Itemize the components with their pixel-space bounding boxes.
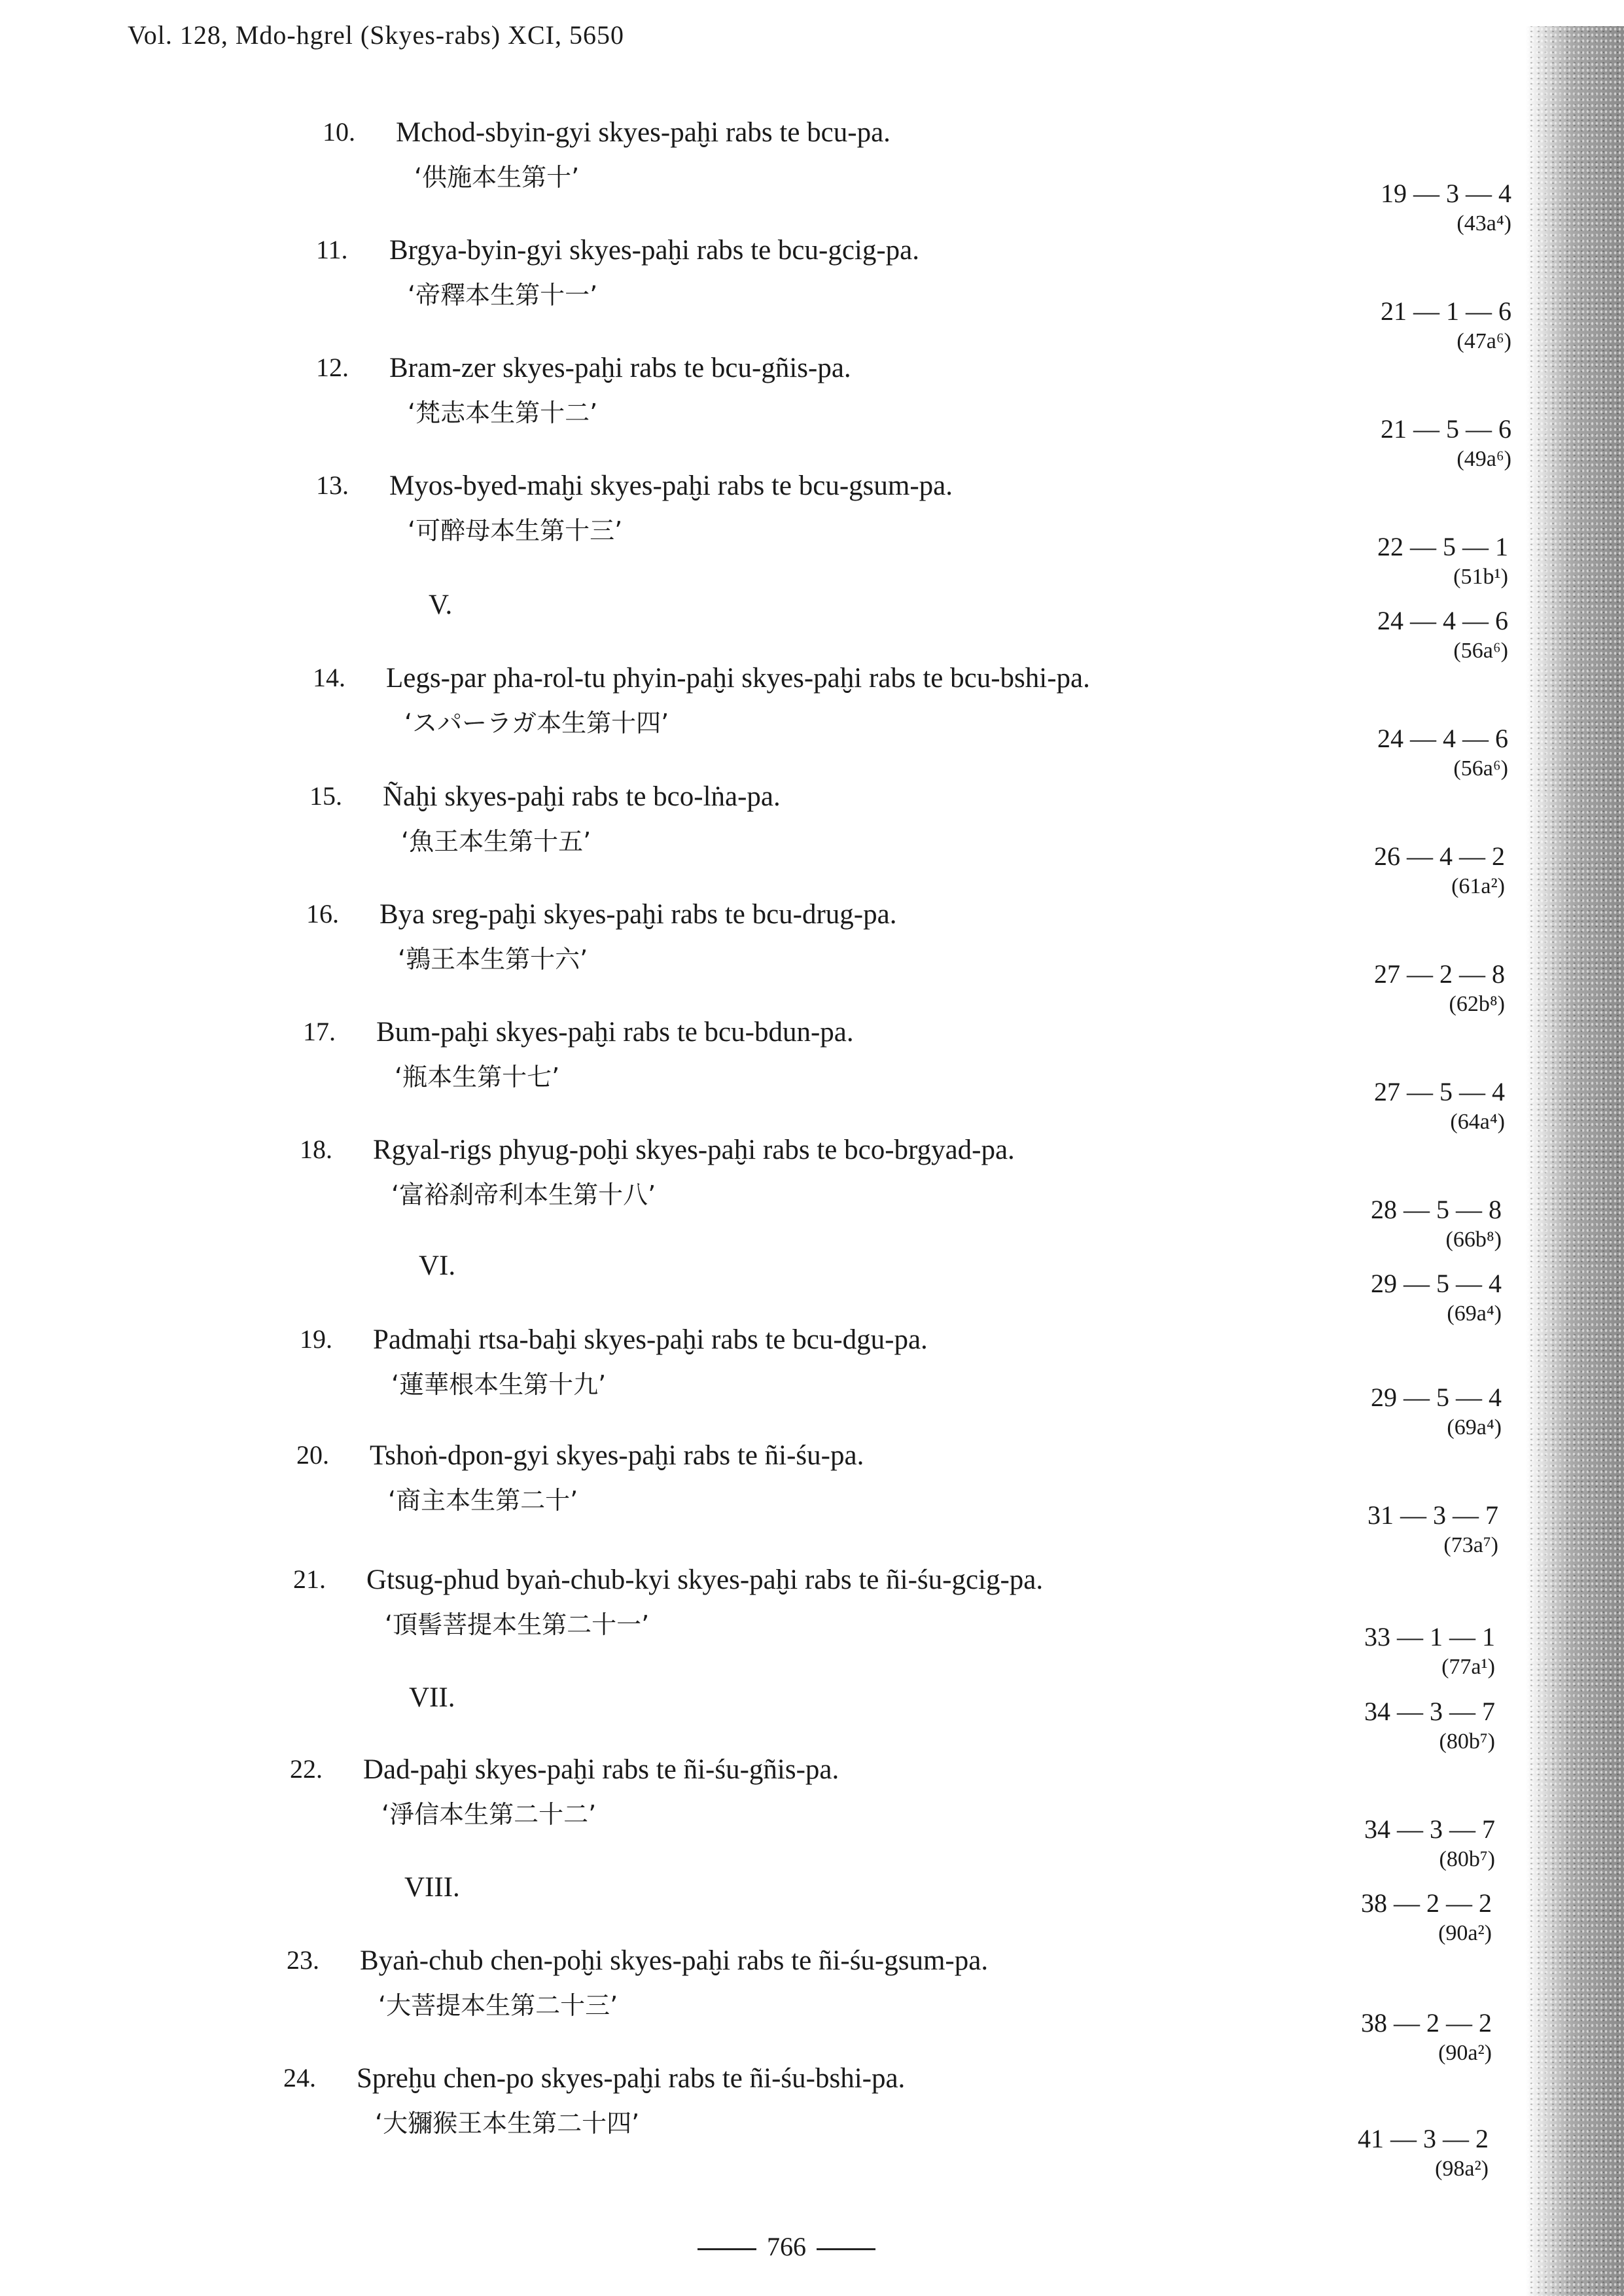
entry-title: Myos-byed-maḫi skyes-paḫi rabs te bcu-gsum-pa.: [389, 470, 953, 501]
entry-chinese-title: ‘大菩提本生第二十三’: [378, 1991, 618, 2020]
ref-41-3-2: [1253, 2123, 1489, 2181]
ref-folio: (73a⁷): [1443, 1533, 1498, 1557]
entry-title: Spreḫu chen-po skyes-paḫi rabs te ñi-śu-bshi-pa.: [357, 2063, 906, 2094]
entry-title: Byaṅ-chub chen-poḫi skyes-paḫi rabs te ñi-śu-gsum-pa.: [360, 1945, 989, 1976]
ref-location: 21 — 1 — 6: [1381, 296, 1511, 326]
ref-folio: (90a²): [1438, 2041, 1492, 2065]
ref-folio: (61a²): [1451, 874, 1505, 898]
entry-title: Brgya-byin-gyi skyes-paḫi rabs te bcu-gcig-pa.: [389, 235, 920, 266]
entry-number: 21.: [293, 1564, 326, 1594]
entry-title: Bum-paḫi skyes-paḫi rabs te bcu-bdun-pa.: [376, 1017, 854, 1048]
entry-number: 24.: [283, 2063, 316, 2093]
entry-chinese-title: ‘頂髻菩提本生第二十一’: [385, 1610, 650, 1639]
ref-31-3-7: [1263, 1500, 1498, 1558]
entry-chinese-title: ‘スパーラガ本生第十四’: [404, 709, 669, 737]
entry-number: 15.: [309, 781, 342, 811]
ref-folio: (56a⁶): [1453, 756, 1508, 781]
ref-folio: (49a⁶): [1456, 447, 1511, 471]
ref-folio: (47a⁶): [1456, 329, 1511, 353]
entry-chinese-title: ‘蓮華根本生第十九’: [391, 1370, 607, 1399]
ref-folio: (69a⁴): [1447, 1415, 1502, 1439]
ref-27-5-4: [1269, 1076, 1505, 1135]
entry-chinese-title: ‘可醉母本生第十三’: [408, 516, 623, 545]
ref-location: 27 — 5 — 4: [1374, 1077, 1505, 1106]
ref-folio: (69a⁴): [1447, 1301, 1502, 1326]
ref-location: 29 — 5 — 4: [1371, 1383, 1502, 1412]
entry-title: Mchod-sbyin-gyi skyes-paḫi rabs te bcu-pa.: [396, 117, 891, 148]
ref-26-4-2: [1269, 841, 1505, 899]
ref-folio: (56a⁶): [1453, 639, 1508, 663]
ref-27-2-8: [1269, 959, 1505, 1017]
ref-33-1-1: [1260, 1621, 1495, 1680]
section-heading-vii: VII.: [409, 1682, 455, 1713]
entry-title: Tshoṅ-dpon-gyi skyes-paḫi rabs te ñi-śu-pa.: [370, 1440, 864, 1471]
scan-edge-shadow: [1526, 26, 1624, 2296]
ref-location: 29 — 5 — 4: [1371, 1269, 1502, 1298]
ref-24-4-6-b: [1273, 723, 1508, 781]
entry-title: Legs-par pha-rol-tu phyin-paḫi skyes-paḫi rabs te bcu-bshi-pa.: [386, 663, 1090, 694]
entry-number: 20.: [296, 1440, 329, 1470]
ref-location: 26 — 4 — 2: [1374, 841, 1505, 871]
entry-number: 22.: [290, 1754, 323, 1784]
ref-24-4-6-a: [1273, 605, 1508, 663]
entry-title: Rgyal-rigs phyug-poḫi skyes-paḫi rabs te bco-brgyad-pa.: [373, 1135, 1015, 1165]
ref-29-5-4-a: [1266, 1268, 1502, 1326]
ref-22-5-1: [1273, 531, 1508, 590]
ref-21-5-6: [1276, 414, 1511, 472]
entry-title: Ñaḫi skyes-paḫi rabs te bco-lṅa-pa.: [383, 781, 781, 812]
ref-folio: (51b¹): [1453, 565, 1508, 589]
page-number-dash-left: [697, 2248, 756, 2250]
ref-34-3-7-b: [1260, 1814, 1495, 1872]
section-heading-vi: VI.: [419, 1250, 456, 1281]
ref-38-2-2-b: [1256, 2007, 1492, 2066]
entry-number: 10.: [323, 117, 355, 147]
entry-chinese-title: ‘帝釋本生第十一’: [408, 281, 598, 309]
page-number-value: 766: [767, 2232, 806, 2261]
entry-chinese-title: ‘供施本生第十’: [414, 163, 580, 192]
ref-folio: (43a⁴): [1456, 211, 1511, 236]
page-number: [687, 2231, 886, 2262]
entry-title: Bya sreg-paḫi skyes-paḫi rabs te bcu-drug-pa.: [380, 899, 897, 930]
entry-number: 18.: [300, 1135, 332, 1164]
ref-38-2-2-a: [1256, 1888, 1492, 1946]
ref-location: 22 — 5 — 1: [1377, 532, 1508, 561]
entry-number: 17.: [303, 1017, 336, 1046]
ref-folio: (64a⁴): [1450, 1110, 1505, 1134]
entry-chinese-title: ‘瓶本生第十七’: [395, 1063, 560, 1091]
ref-location: 27 — 2 — 8: [1374, 959, 1505, 989]
page-number-dash-right: [817, 2248, 875, 2250]
ref-folio: (80b⁷): [1439, 1847, 1495, 1871]
ref-28-5-8: [1266, 1194, 1502, 1252]
entry-chinese-title: ‘梵志本生第十二’: [408, 398, 598, 427]
ref-location: 21 — 5 — 6: [1381, 414, 1511, 444]
ref-location: 34 — 3 — 7: [1364, 1697, 1495, 1726]
ref-location: 24 — 4 — 6: [1377, 724, 1508, 753]
entry-number: 16.: [306, 899, 339, 928]
entry-chinese-title: ‘鶉王本生第十六’: [398, 945, 588, 974]
ref-folio: (77a¹): [1441, 1655, 1495, 1679]
entry-title: Gtsug-phud byaṅ-chub-kyi skyes-paḫi rabs te ñi-śu-gcig-pa.: [366, 1564, 1044, 1595]
ref-folio: (90a²): [1438, 1921, 1492, 1945]
ref-location: 34 — 3 — 7: [1364, 1814, 1495, 1844]
ref-folio: (62b⁸): [1449, 992, 1505, 1016]
ref-location: 38 — 2 — 2: [1361, 1888, 1492, 1918]
entry-number: 14.: [313, 663, 345, 692]
ref-19-3-4: [1276, 178, 1511, 236]
entry-chinese-title: ‘商主本生第二十’: [388, 1486, 578, 1515]
entry-number: 23.: [287, 1945, 319, 1975]
ref-folio: (66b⁸): [1445, 1227, 1502, 1252]
section-heading-viii: VIII.: [404, 1872, 460, 1903]
entry-number: 12.: [316, 353, 349, 382]
entry-title: Bram-zer skyes-paḫi rabs te bcu-gñis-pa.: [389, 353, 851, 383]
entry-number: 19.: [300, 1324, 332, 1354]
ref-folio: (80b⁷): [1439, 1729, 1495, 1754]
ref-location: 28 — 5 — 8: [1371, 1195, 1502, 1224]
ref-folio: (98a²): [1435, 2157, 1489, 2181]
entry-title: Padmaḫi rtsa-baḫi skyes-paḫi rabs te bcu-dgu-pa.: [373, 1324, 928, 1355]
entry-chinese-title: ‘淨信本生第二十二’: [381, 1800, 597, 1829]
ref-location: 19 — 3 — 4: [1381, 179, 1511, 208]
ref-location: 31 — 3 — 7: [1368, 1500, 1498, 1530]
entry-number: 13.: [316, 470, 349, 500]
entry-title: Dad-paḫi skyes-paḫi rabs te ñi-śu-gñis-pa.: [363, 1754, 839, 1785]
section-heading-v: V.: [429, 590, 453, 620]
ref-34-3-7-a: [1260, 1696, 1495, 1754]
running-header: Vol. 128, Mdo-hgrel (Skyes-rabs) XCI, 5650: [128, 20, 624, 50]
ref-21-1-6: [1276, 296, 1511, 354]
entry-chinese-title: ‘富裕刹帝利本生第十八’: [391, 1180, 656, 1209]
entry-chinese-title: ‘魚王本生第十五’: [401, 827, 591, 856]
ref-location: 41 — 3 — 2: [1358, 2124, 1489, 2153]
ref-29-5-4-b: [1266, 1382, 1502, 1440]
ref-location: 24 — 4 — 6: [1377, 606, 1508, 635]
entry-chinese-title: ‘大獼猴王本生第二十四’: [375, 2109, 640, 2138]
ref-location: 38 — 2 — 2: [1361, 2008, 1492, 2038]
entry-number: 11.: [316, 235, 348, 264]
ref-location: 33 — 1 — 1: [1364, 1622, 1495, 1651]
